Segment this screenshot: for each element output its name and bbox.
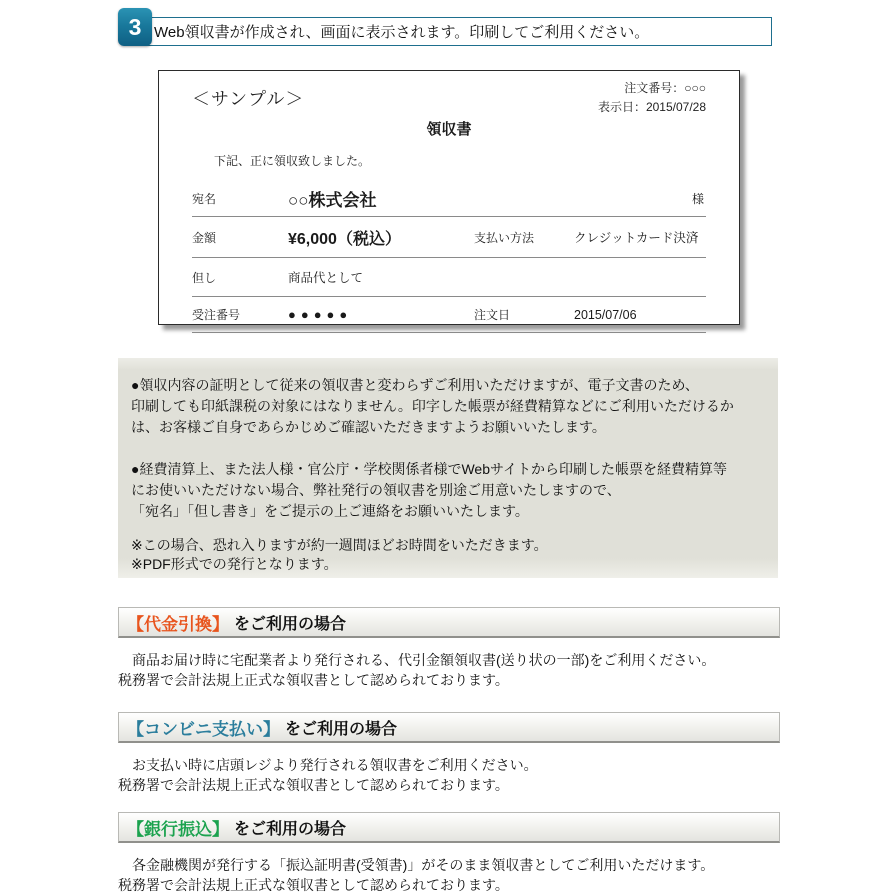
notice-p1-line3: は、お客様ご自身であらかじめご確認いただきますようお願いいたします。 bbox=[131, 419, 606, 435]
section-tag: 【銀行振込】 bbox=[127, 819, 229, 839]
payment-method-value: クレジットカード決済 bbox=[574, 231, 699, 246]
section-title: をご利用の場合 bbox=[234, 615, 347, 633]
notice-footnote-1: ※この場合、恐れ入りますが約一週間ほどお時間をいただきます。 bbox=[131, 537, 548, 553]
notice-box bbox=[118, 358, 778, 578]
notice-p2-line2: にお使いいただけない場合、弊社発行の領収書を別途ご用意いたしますので、 bbox=[131, 482, 621, 498]
section-body-line2: 税務署で会計法規上正式な領収書として認められております。 bbox=[118, 776, 509, 793]
section-header-bank-transfer bbox=[118, 812, 780, 843]
notice-footnotes bbox=[131, 536, 765, 574]
section-body-line1: お支払い時に店頭レジより発行される領収書をご利用ください。 bbox=[118, 757, 538, 773]
notice-paragraph-2 bbox=[131, 459, 765, 522]
amount-label: 金額 bbox=[192, 230, 217, 245]
honorific: 様 bbox=[691, 191, 704, 206]
section-body bbox=[118, 856, 780, 895]
notice-footnote-2: ※PDF形式での発行となります。 bbox=[131, 556, 338, 572]
step-instruction-box bbox=[135, 17, 772, 46]
receipt-order-number: 注文番号：○○○ bbox=[624, 81, 706, 95]
sample-label: ＜サンプル＞ bbox=[192, 89, 305, 109]
step-number: 3 bbox=[128, 13, 142, 40]
receipt-header bbox=[192, 79, 706, 116]
receipt-sample bbox=[158, 70, 740, 325]
table-row-addressee bbox=[192, 180, 706, 217]
receipt-rows bbox=[192, 180, 706, 333]
receipt-meta bbox=[598, 79, 706, 116]
receipt-display-date: 表示日：2015/07/28 bbox=[597, 99, 706, 114]
proviso-label: 但し bbox=[192, 270, 217, 285]
table-row-order bbox=[192, 297, 706, 333]
order-number-masked-value: ●●●●● bbox=[288, 307, 353, 323]
notice-paragraph-1 bbox=[131, 375, 765, 438]
amount-value: ¥6,000（税込） bbox=[288, 230, 401, 248]
section-tag: 【コンビニ支払い】 bbox=[127, 719, 280, 739]
section-body-line2: 税務署で会計法規上正式な領収書として認められております。 bbox=[118, 671, 509, 688]
notice-p1-line1: ●領収内容の証明として従来の領収書と変わらずご利用いただけますが、電子文書のため、 bbox=[131, 377, 699, 393]
table-row-proviso bbox=[192, 258, 706, 297]
step-instruction-text: Web領収書が作成され、画面に表示されます。印刷してご利用ください。 bbox=[154, 24, 650, 41]
receipt-note: 下記、正に領収致しました。 bbox=[214, 154, 371, 169]
section-tag: 【代金引換】 bbox=[127, 614, 229, 634]
section-cash-on-delivery bbox=[118, 607, 780, 690]
addressee-label: 宛名 bbox=[192, 191, 217, 206]
receipt-title: 領収書 bbox=[426, 121, 472, 139]
payment-method-label: 支払い方法 bbox=[474, 230, 535, 245]
section-body bbox=[118, 651, 780, 690]
notice-p2-line3: 「宛名」「但し書き」をご提示の上ご連絡をお願いいたします。 bbox=[131, 503, 529, 519]
notice-p1-line2: 印刷しても印紙課税の対象にはなりません。印字した帳票が経費精算などにご利用いただけるか bbox=[131, 398, 734, 414]
section-convenience-store bbox=[118, 712, 780, 795]
section-body-line1: 各金融機関が発行する「振込証明書(受領書)」がそのまま領収書としてご利用いただけます。 bbox=[118, 857, 715, 873]
step-number-badge bbox=[118, 8, 152, 46]
section-body-line1: 商品お届け時に宅配業者より発行される、代引金額領収書(送り状の一部)をご利用ください。 bbox=[118, 652, 716, 668]
section-title: をご利用の場合 bbox=[285, 720, 398, 738]
section-bank-transfer bbox=[118, 812, 780, 895]
proviso-value: 商品代として bbox=[288, 271, 364, 286]
section-header-convenience-store bbox=[118, 712, 780, 743]
section-title: をご利用の場合 bbox=[234, 820, 347, 838]
addressee-value: ○○株式会社 bbox=[288, 190, 377, 210]
notice-p2-line1: ●経費清算上、また法人様・官公庁・学校関係者様でWebサイトから印刷した帳票を経費精算等 bbox=[131, 461, 728, 477]
order-number-label: 受注番号 bbox=[192, 308, 241, 323]
order-date-label: 注文日 bbox=[474, 308, 511, 323]
section-body bbox=[118, 756, 780, 795]
table-row-amount bbox=[192, 217, 706, 258]
section-body-line2: 税務署で会計法規上正式な領収書として認められております。 bbox=[118, 876, 509, 893]
section-header-cash-on-delivery bbox=[118, 607, 780, 638]
order-date-value: 2015/07/06 bbox=[574, 307, 637, 322]
